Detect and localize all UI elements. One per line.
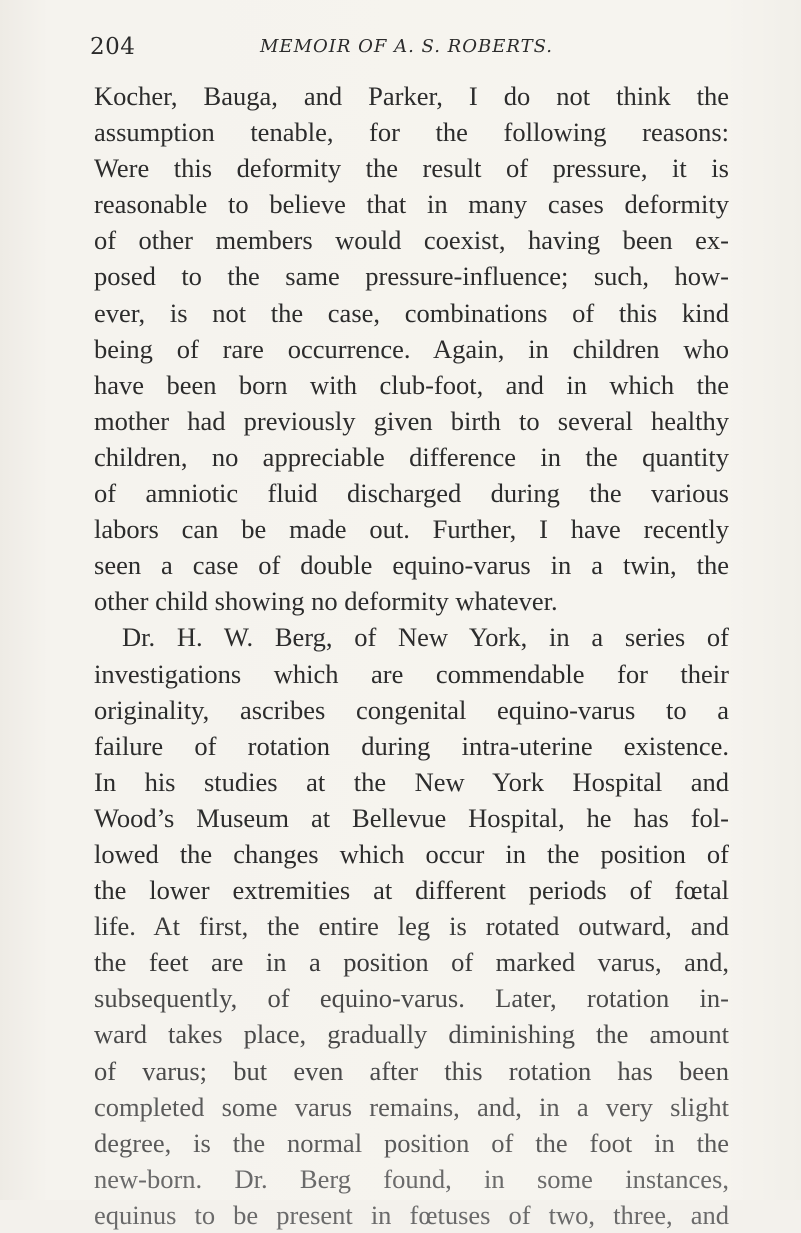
text-line: labors can be made out. Further, I have recently — [94, 514, 729, 545]
page-header — [90, 34, 730, 66]
text-line: subsequently, of equino-varus. Later, rotation in- — [94, 983, 729, 1014]
text-line: have been born with club-foot, and in which the — [94, 369, 729, 400]
text-line: Kocher, Bauga, and Parker, I do not think the — [94, 81, 729, 111]
text-line: In his studies at the New York Hospital and — [94, 766, 729, 797]
running-head: MEMOIR OF A. S. ROBERTS. — [260, 36, 554, 57]
text-line: degree, is the normal position of the foot in the — [94, 1127, 729, 1158]
text-line: mother had previously given birth to several healthy — [94, 405, 729, 436]
text-line: ever, is not the case, combinations of this kind — [94, 297, 729, 328]
text-line: of amniotic fluid discharged during the various — [94, 478, 729, 509]
text-line: being of rare occurrence. Again, in children who — [94, 333, 729, 364]
text-line: lowed the changes which occur in the position of — [94, 838, 729, 869]
text-line: ward takes place, gradually diminishing the amount — [94, 1019, 729, 1050]
text-line: Were this deformity the result of pressure, it is — [94, 153, 729, 184]
text-line: other child showing no deformity whatever. — [94, 586, 558, 617]
text-line: posed to the same pressure-influence; such, how- — [94, 261, 729, 292]
text-line: completed some varus remains, and, in a very slight — [94, 1091, 729, 1122]
text-line: new-born. Dr. Berg found, in some instances, — [94, 1163, 729, 1194]
text-line: failure of rotation during intra-uterine existence. — [94, 730, 729, 761]
text-line: the lower extremities at different periods of fœtal — [94, 875, 729, 906]
text-line: originality, ascribes congenital equino-varus to a — [94, 694, 729, 725]
text-line: the feet are in a position of marked varus, and, — [94, 947, 729, 978]
text-line: life. At first, the entire leg is rotated outward, and — [94, 911, 729, 942]
body-text — [94, 78, 729, 1233]
text-line: of other members would coexist, having been ex- — [94, 225, 729, 256]
text-line: Wood’s Museum at Bellevue Hospital, he has fol- — [94, 802, 729, 833]
text-line: of varus; but even after this rotation has been — [94, 1055, 729, 1086]
text-line: seen a case of double equino-varus in a twin, the — [94, 550, 729, 581]
page-number: 204 — [90, 34, 136, 60]
text-line: investigations which are commendable for their — [94, 658, 729, 689]
text-line: reasonable to believe that in many cases deformity — [94, 189, 729, 220]
text-line: Dr. H. W. Berg, of New York, in a series of — [122, 622, 729, 653]
text-line: assumption tenable, for the following reasons: — [94, 117, 729, 148]
text-line: equinus to be present in fœtuses of two, three, and — [94, 1199, 729, 1230]
text-line: children, no appreciable difference in the quantity — [94, 441, 729, 472]
